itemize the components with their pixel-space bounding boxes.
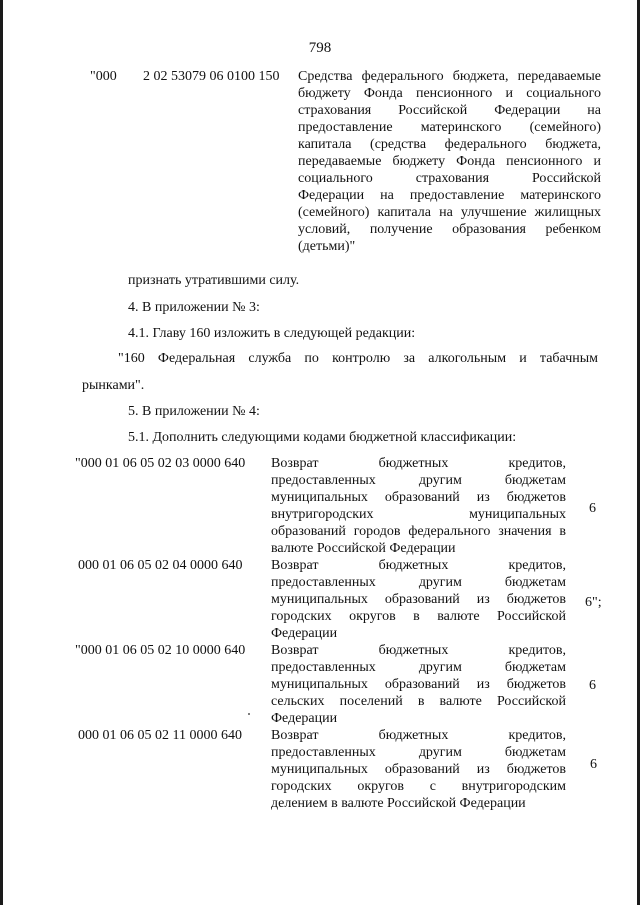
top-entry-line: капитала (средства федерального бюджета, xyxy=(298,137,601,152)
table-row-description xyxy=(271,642,566,727)
table-row-code: 000 01 06 05 02 04 0000 640 xyxy=(78,558,243,573)
top-entry-line: (детьми)" xyxy=(298,239,356,254)
description-line: предоставленных другим бюджетам xyxy=(271,575,566,590)
paragraph-chapter-160: 4.1. Главу 160 изложить в следующей редакции: xyxy=(128,326,416,341)
paragraph-agency-line-2: рынками". xyxy=(82,378,145,393)
description-line: муниципальных образований из бюджетов xyxy=(271,762,566,777)
description-line: Возврат бюджетных кредитов, xyxy=(271,728,566,743)
table-row-number: 6 xyxy=(589,501,596,516)
scan-edge-left xyxy=(0,0,3,905)
description-line: Возврат бюджетных кредитов, xyxy=(271,558,566,573)
top-entry-line: социального страхования Российской xyxy=(298,171,601,186)
top-entry-line: (семейного) капитала на улучшение жилищных xyxy=(298,205,601,220)
top-entry-line: Средства федерального бюджета, передаваемые xyxy=(298,69,601,84)
paragraph-annex-3: 4. В приложении № 3: xyxy=(128,300,260,315)
top-entry-quote-code: "000 xyxy=(90,69,117,84)
description-line: валюте Российской Федерации xyxy=(271,541,456,556)
top-entry-line: Федерации на предоставление материнского xyxy=(298,188,601,203)
page-number: 798 xyxy=(308,40,332,56)
table-row-code: "000 01 06 05 02 10 0000 640 xyxy=(75,643,246,658)
description-line: муниципальных образований из бюджетов xyxy=(271,490,566,505)
table-row-description xyxy=(271,455,566,557)
description-line: городских округов в валюте Российской xyxy=(271,609,566,624)
paragraph-add-codes: 5.1. Дополнить следующими кодами бюджетной классификации: xyxy=(128,430,517,445)
top-entry-line: предоставление материнского (семейного) xyxy=(298,120,601,135)
top-entry-description xyxy=(298,68,601,255)
description-line: городских округов с внутригородским xyxy=(271,779,566,794)
table-row-code: 000 01 06 05 02 11 0000 640 xyxy=(78,728,242,743)
description-line: сельских поселений в валюте Российской xyxy=(271,694,566,709)
paragraph-repeal: признать утратившими силу. xyxy=(128,273,300,288)
description-line: Федерации xyxy=(271,711,338,726)
top-entry-line: страхования Российской Федерации на xyxy=(298,103,601,118)
paragraph-agency-line-1: "160 Федеральная служба по контролю за алкогольным и табачным xyxy=(118,351,598,366)
table-row-description xyxy=(271,727,566,812)
description-line: Возврат бюджетных кредитов, xyxy=(271,456,566,471)
description-line: делением в валюте Российской Федерации xyxy=(271,796,526,811)
scan-speck xyxy=(248,713,250,715)
table-row-number: 6 xyxy=(590,757,597,772)
description-line: образований городов федерального значения в xyxy=(271,524,566,539)
table-row-number: 6"; xyxy=(585,595,602,610)
top-entry-budget-code: 2 02 53079 06 0100 150 xyxy=(143,69,280,84)
description-line: Федерации xyxy=(271,626,338,641)
description-line: внутригородских муниципальных xyxy=(271,507,566,522)
description-line: предоставленных другим бюджетам xyxy=(271,745,566,760)
table-row-description xyxy=(271,557,566,642)
table-row-number: 6 xyxy=(589,678,596,693)
paragraph-annex-4: 5. В приложении № 4: xyxy=(128,404,260,419)
description-line: предоставленных другим бюджетам xyxy=(271,473,566,488)
top-entry-line: условий, получение образования ребенком xyxy=(298,222,601,237)
description-line: предоставленных другим бюджетам xyxy=(271,660,566,675)
top-entry-line: передаваемые бюджету Фонда пенсионного и xyxy=(298,154,601,169)
description-line: муниципальных образований из бюджетов xyxy=(271,677,566,692)
top-entry-line: бюджету Фонда пенсионного и социального xyxy=(298,86,601,101)
description-line: Возврат бюджетных кредитов, xyxy=(271,643,566,658)
table-row-code: "000 01 06 05 02 03 0000 640 xyxy=(75,456,246,471)
description-line: муниципальных образований из бюджетов xyxy=(271,592,566,607)
